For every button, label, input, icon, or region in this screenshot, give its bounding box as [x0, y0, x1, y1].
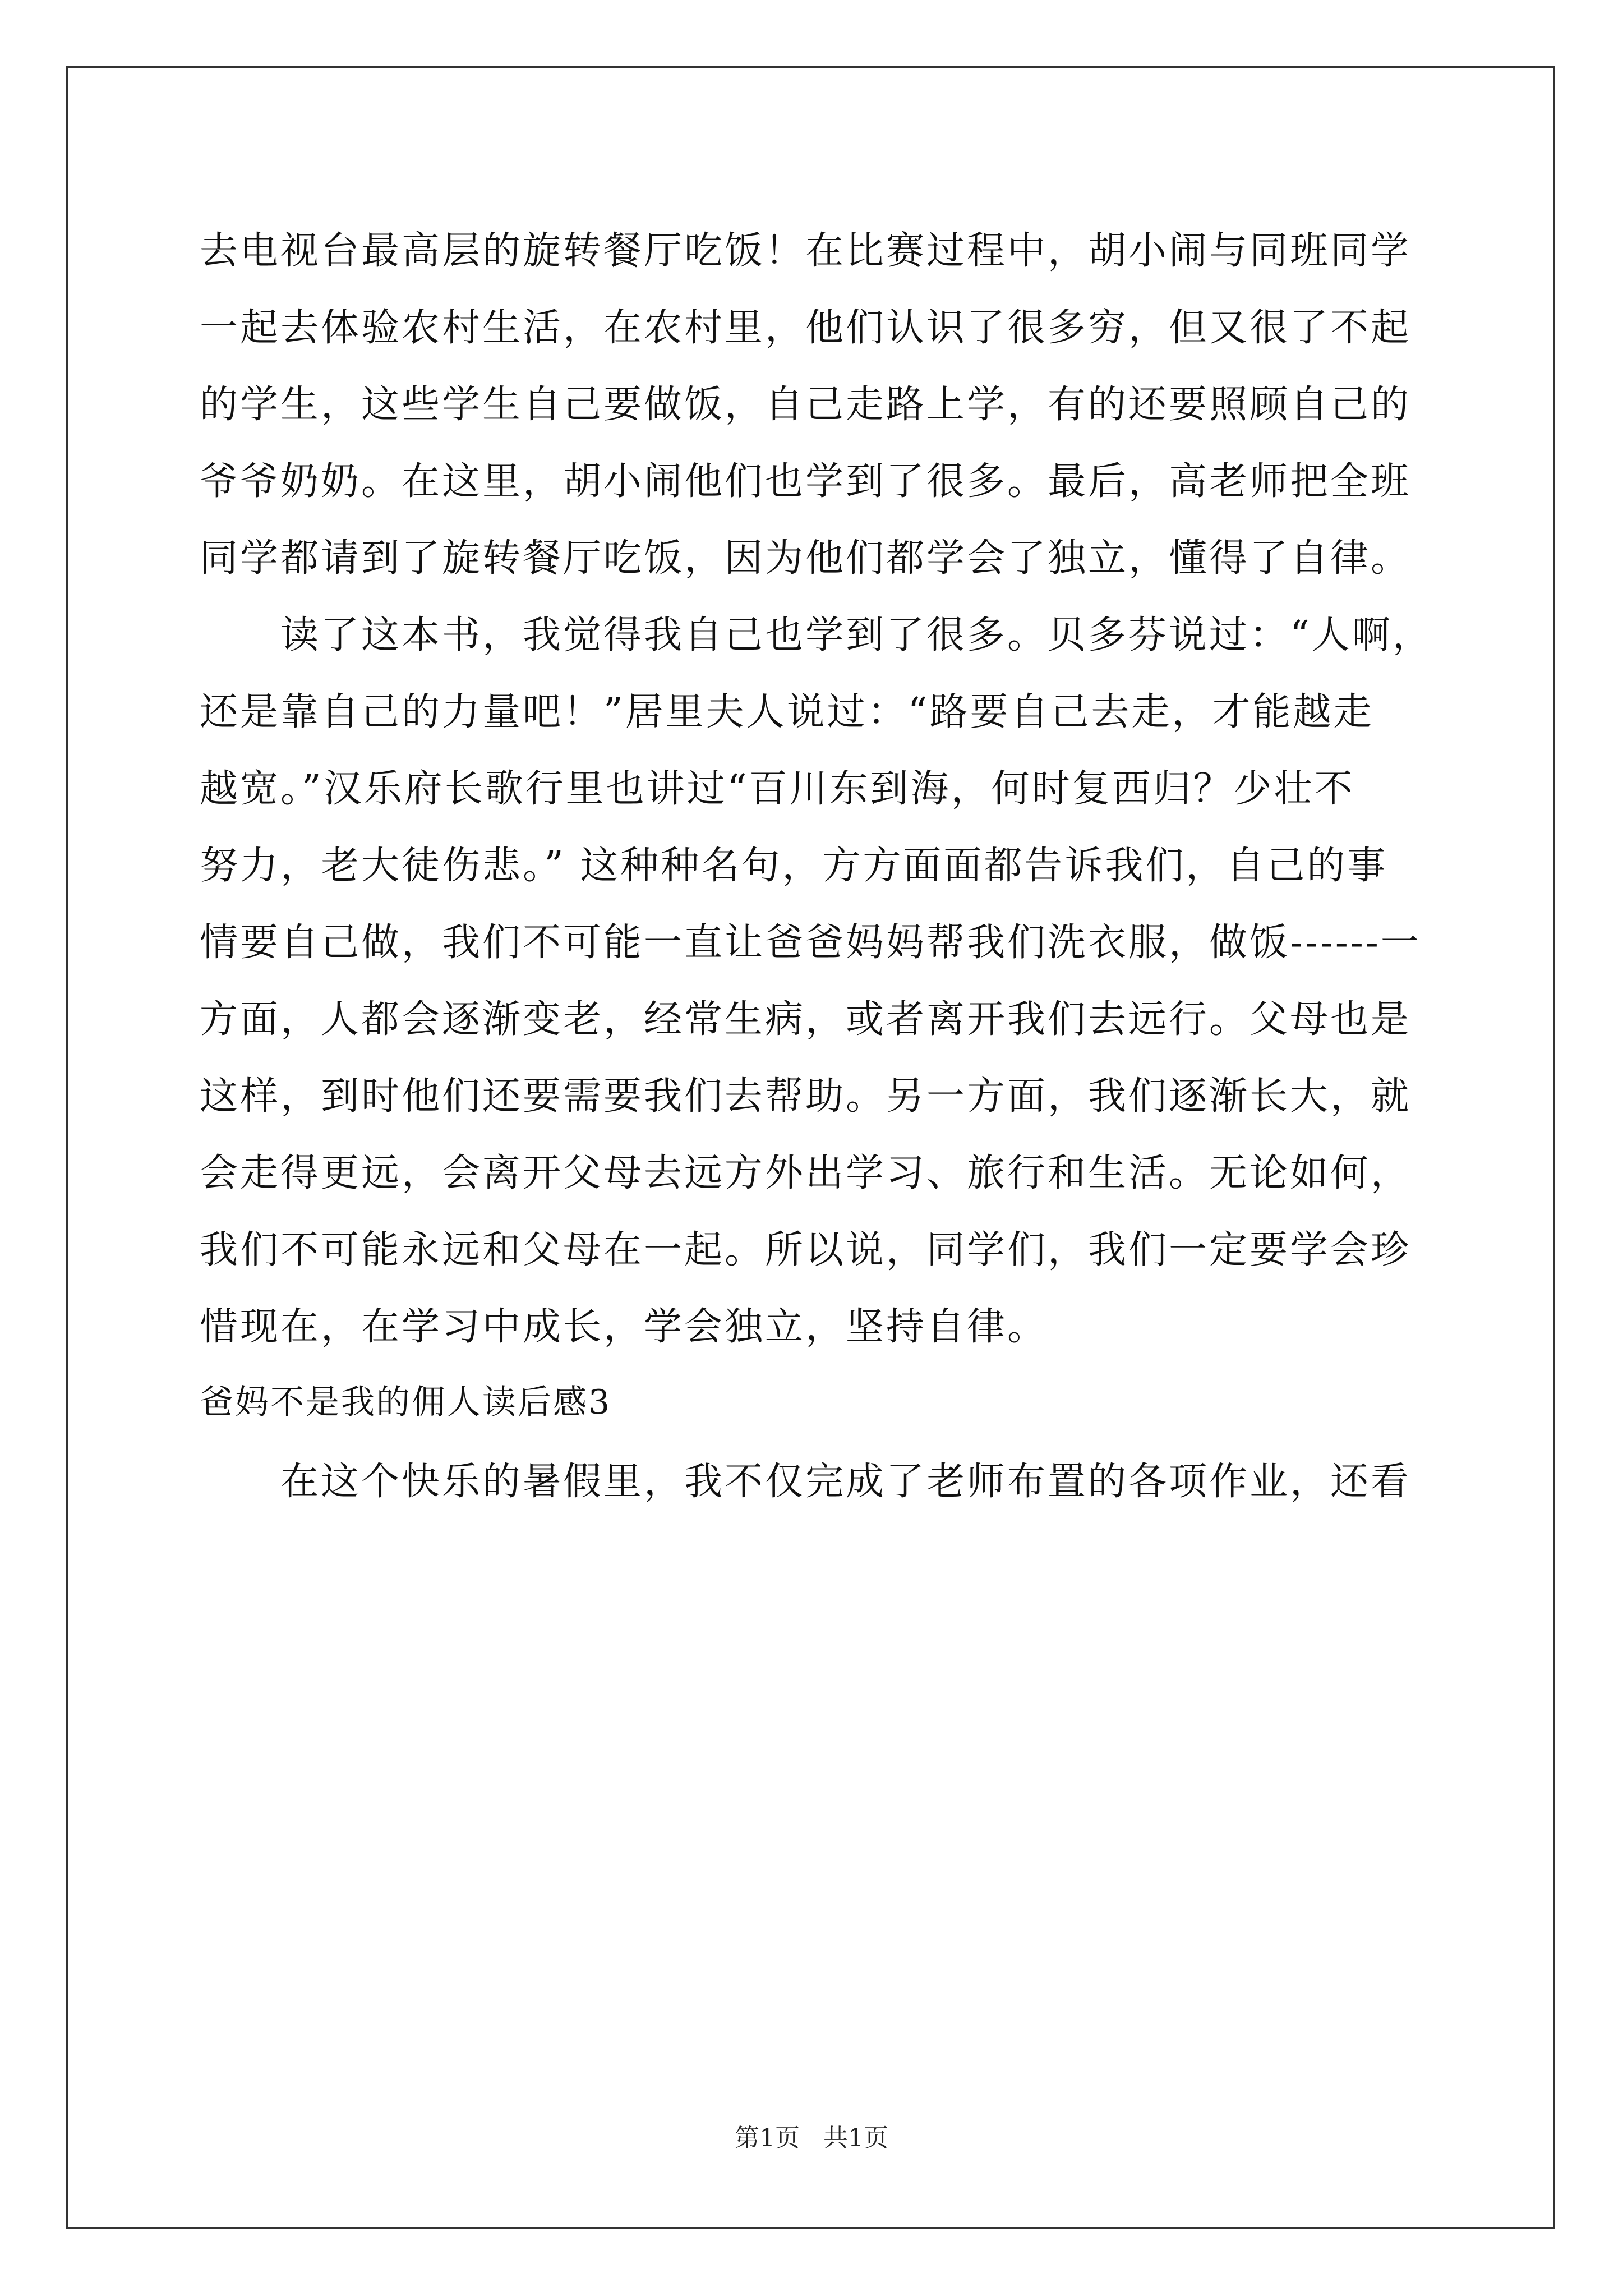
text-line: 情要自己做，我们不可能一直让爸爸妈妈帮我们洗衣服，做饭------一 [200, 921, 1421, 965]
text-line: 方面，人都会逐渐变老，经常生病，或者离开我们去远行。父母也是 [200, 997, 1412, 1042]
text-line: 爷爷奶奶。在这里，胡小闹他们也学到了很多。最后，高老师把全班 [200, 459, 1412, 504]
text-line: 一起去体验农村生活，在农村里，他们认识了很多穷，但又很了不起 [200, 306, 1412, 350]
text-line: 读了这本书，我觉得我自己也学到了很多。贝多芬说过：“人啊， [200, 613, 1433, 657]
page-number-footer: 第1页 共1页 [735, 2124, 888, 2152]
section-heading: 爸妈不是我的佣人读后感3 [200, 1383, 612, 1422]
text-line: 努力，老大徒伤悲。” 这种种名句，方方面面都告诉我们，自己的事 [200, 844, 1388, 888]
text-line: 的学生，这些学生自己要做饭，自己走路上学，有的还要照顾自己的 [200, 383, 1412, 427]
text-line: 我们不可能永远和父母在一起。所以说，同学们，我们一定要学会珍 [200, 1228, 1412, 1272]
text-line: 越宽。”汉乐府长歌行里也讲过“百川东到海，何时复西归？少壮不 [200, 767, 1355, 811]
text-line: 惜现在，在学习中成长，学会独立，坚持自律。 [200, 1305, 1048, 1349]
text-line: 在这个快乐的暑假里，我不仅完成了老师布置的各项作业，还看 [200, 1460, 1412, 1504]
text-line: 还是靠自己的力量吧！”居里夫人说过：“路要自己去走，才能越走 [200, 690, 1374, 734]
text-line: 这样，到时他们还要需要我们去帮助。另一方面，我们逐渐长大，就 [200, 1074, 1412, 1119]
text-line: 同学都请到了旋转餐厅吃饭，因为他们都学会了独立，懂得了自律。 [200, 536, 1412, 581]
text-line: 去电视台最高层的旋转餐厅吃饭！在比赛过程中，胡小闹与同班同学 [200, 229, 1412, 273]
text-line: 会走得更远，会离开父母去远方外出学习、旅行和生活。无论如何， [200, 1151, 1412, 1195]
